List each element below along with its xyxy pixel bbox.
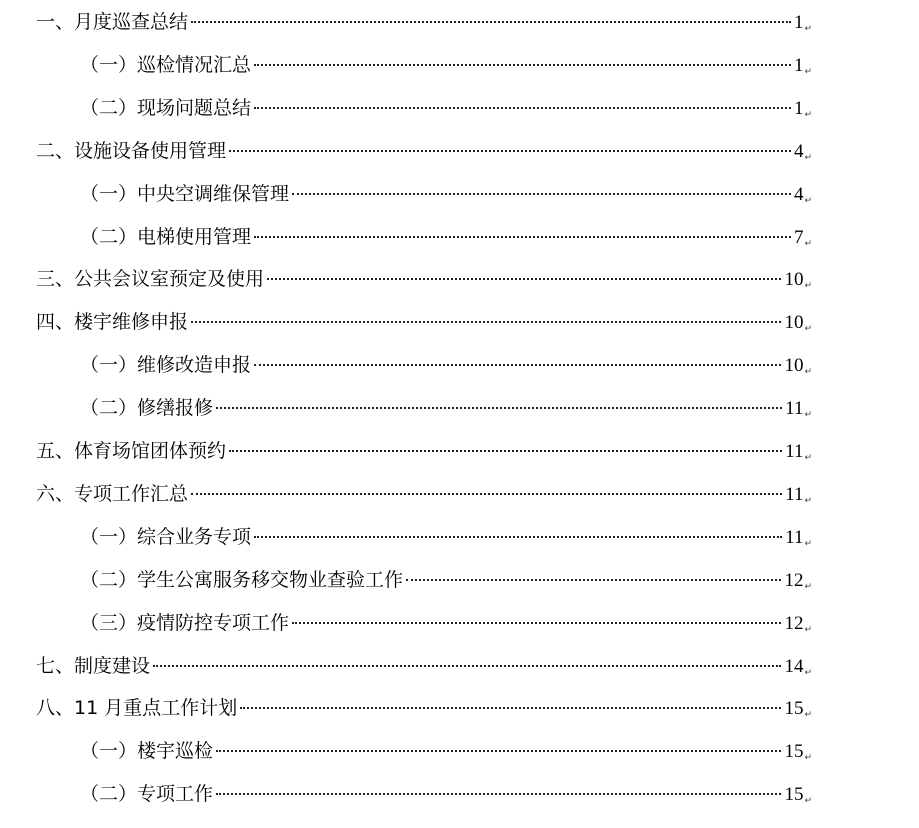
- dot-leader: [292, 193, 791, 195]
- dot-leader: [254, 107, 791, 109]
- dot-leader: [229, 450, 782, 452]
- toc-entry-title: （一）巡检情况汇总: [80, 53, 252, 76]
- dot-leader: [406, 579, 781, 581]
- toc-entry-title: （一）楼宇巡检: [80, 740, 214, 763]
- toc-entry[interactable]: [36, 264, 812, 294]
- toc-entry-title: （二）修缮报修: [80, 397, 214, 420]
- toc-entry-title: 四、楼宇维修申报: [36, 311, 189, 334]
- dot-leader: [240, 707, 781, 709]
- toc-entry[interactable]: [80, 736, 812, 766]
- paragraph-mark-icon: ↵: [804, 66, 812, 77]
- dot-leader: [267, 278, 781, 280]
- toc-entry-title: （二）电梯使用管理: [80, 225, 252, 248]
- toc-entry-title: 八、11 月重点工作计划: [36, 697, 238, 720]
- paragraph-mark-icon: ↵: [804, 453, 812, 463]
- toc-entry[interactable]: [80, 93, 812, 123]
- toc-entry-title: （二）学生公寓服务移交物业查验工作: [80, 568, 404, 591]
- paragraph-mark-icon: ↵: [804, 710, 812, 721]
- toc-entry-page-number: 1: [793, 54, 804, 76]
- toc-entry[interactable]: [80, 350, 812, 380]
- paragraph-mark-icon: ↵: [804, 410, 812, 421]
- dot-leader: [254, 64, 791, 66]
- toc-entry[interactable]: [36, 7, 812, 37]
- toc-entry-title: 七、制度建设: [36, 654, 151, 677]
- toc-entry-page-number: 15: [784, 784, 804, 806]
- toc-entry[interactable]: [80, 608, 812, 638]
- toc-entry-page-number: 14: [784, 655, 804, 677]
- toc-entry-title: （二）专项工作: [80, 783, 214, 806]
- toc-entry[interactable]: [36, 693, 812, 723]
- toc-entry[interactable]: [80, 779, 812, 809]
- paragraph-mark-icon: ↵: [804, 753, 812, 764]
- toc-entry[interactable]: [80, 393, 812, 423]
- toc-entry-page-number: 11: [785, 398, 804, 420]
- dot-leader: [229, 150, 791, 152]
- toc-entry-page-number: 10: [784, 269, 804, 291]
- dot-leader: [254, 364, 781, 366]
- paragraph-mark-icon: ↵: [804, 367, 812, 378]
- toc-entry-page-number: 15: [784, 741, 804, 763]
- paragraph-mark-icon: ↵: [804, 152, 812, 163]
- toc-entry-page-number: 4: [793, 140, 804, 162]
- paragraph-mark-icon: ↵: [804, 109, 812, 120]
- dot-leader: [292, 622, 781, 624]
- paragraph-mark-icon: ↵: [804, 667, 812, 678]
- toc-entry-page-number: 1: [793, 12, 804, 33]
- dot-leader: [216, 750, 781, 752]
- toc-entry-page-number: 7: [793, 226, 804, 248]
- toc-entry[interactable]: [80, 522, 812, 552]
- toc-entry[interactable]: [36, 651, 812, 681]
- toc-entry[interactable]: [80, 565, 812, 595]
- toc-entry-title: 一、月度巡查总结: [36, 11, 189, 33]
- paragraph-mark-icon: ↵: [804, 581, 812, 592]
- paragraph-mark-icon: ↵: [804, 24, 812, 34]
- toc-entry-page-number: 4: [793, 183, 804, 205]
- toc-entry-title: （三）疫情防控专项工作: [80, 611, 290, 634]
- toc-entry-title: （一）中央空调维保管理: [80, 182, 290, 205]
- toc-entry-page-number: 15: [784, 698, 804, 720]
- toc-entry-page-number: 10: [784, 355, 804, 377]
- dot-leader: [254, 536, 782, 538]
- toc-entry-page-number: 1: [793, 97, 804, 119]
- paragraph-mark-icon: ↵: [804, 281, 812, 292]
- toc-entry-page-number: 11: [785, 483, 804, 505]
- toc-entry-title: （一）综合业务专项: [80, 525, 252, 548]
- toc-entry-title: 五、体育场馆团体预约: [36, 440, 227, 462]
- toc-entry[interactable]: [36, 479, 812, 509]
- paragraph-mark-icon: ↵: [804, 538, 812, 549]
- dot-leader: [191, 321, 781, 323]
- dot-leader: [191, 493, 782, 495]
- toc-entry[interactable]: [36, 436, 812, 466]
- toc-entry-page-number: 12: [784, 569, 804, 591]
- toc-entry[interactable]: [36, 307, 812, 337]
- paragraph-mark-icon: ↵: [804, 238, 812, 249]
- paragraph-mark-icon: ↵: [804, 195, 812, 206]
- toc-entry[interactable]: [36, 136, 812, 166]
- paragraph-mark-icon: ↵: [804, 624, 812, 635]
- toc-entry[interactable]: [80, 50, 812, 80]
- toc-entry-page-number: 11: [785, 441, 804, 462]
- toc-entry-title: （一）维修改造申报: [80, 354, 252, 377]
- paragraph-mark-icon: ↵: [804, 796, 812, 807]
- paragraph-mark-icon: ↵: [804, 324, 812, 335]
- toc-entry-page-number: 10: [784, 312, 804, 334]
- toc-entry-title: （二）现场问题总结: [80, 96, 252, 119]
- toc-entry[interactable]: [80, 179, 812, 209]
- toc-entry-title: 六、专项工作汇总: [36, 482, 189, 505]
- toc-entry-page-number: 12: [784, 612, 804, 634]
- dot-leader: [216, 793, 781, 795]
- dot-leader: [254, 236, 791, 238]
- toc-entry-title: 三、公共会议室预定及使用: [36, 268, 265, 291]
- paragraph-mark-icon: ↵: [804, 495, 812, 506]
- toc-entry[interactable]: [80, 222, 812, 252]
- toc-entry-page-number: 11: [785, 526, 804, 548]
- dot-leader: [153, 665, 781, 667]
- dot-leader: [191, 21, 791, 23]
- dot-leader: [216, 407, 782, 409]
- toc-entry-title: 二、设施设备使用管理: [36, 139, 227, 162]
